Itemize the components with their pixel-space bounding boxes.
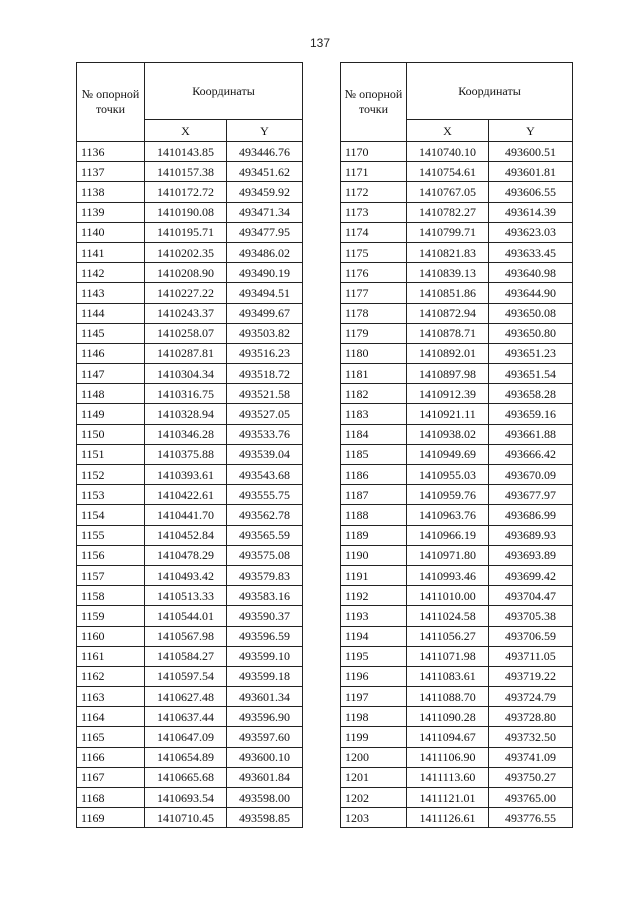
y-coordinate-cell: 493693.89	[489, 545, 573, 565]
x-coordinate-cell: 1410195.71	[145, 222, 227, 242]
table-row	[77, 384, 303, 404]
table-row	[77, 727, 303, 747]
x-coordinate-cell: 1410966.19	[407, 525, 489, 545]
x-coordinate-cell: 1410821.83	[407, 242, 489, 262]
table-row	[341, 485, 573, 505]
x-coordinate-cell: 1410304.34	[145, 364, 227, 384]
table-row	[341, 808, 573, 828]
x-coordinate-cell: 1410157.38	[145, 162, 227, 182]
table-row	[77, 586, 303, 606]
x-coordinate-cell: 1410878.71	[407, 323, 489, 343]
point-number-cell: 1177	[341, 283, 407, 303]
y-coordinate-cell: 493704.47	[489, 586, 573, 606]
x-coordinate-cell: 1411010.00	[407, 586, 489, 606]
x-coordinate-cell: 1410375.88	[145, 444, 227, 464]
x-coordinate-cell: 1411083.61	[407, 666, 489, 686]
x-coordinate-cell: 1411056.27	[407, 626, 489, 646]
point-number-cell: 1165	[77, 727, 145, 747]
table-row	[341, 586, 573, 606]
point-number-header: № опорной точки	[77, 63, 145, 142]
y-coordinate-cell: 493598.00	[227, 788, 303, 808]
table-row	[77, 666, 303, 686]
table-row	[77, 565, 303, 585]
table-row	[341, 707, 573, 727]
point-number-cell: 1198	[341, 707, 407, 727]
y-coordinate-cell: 493486.02	[227, 242, 303, 262]
x-coordinate-cell: 1410993.46	[407, 565, 489, 585]
point-number-cell: 1197	[341, 687, 407, 707]
point-number-cell: 1153	[77, 485, 145, 505]
y-coordinate-cell: 493451.62	[227, 162, 303, 182]
y-coordinate-cell: 493446.76	[227, 142, 303, 162]
y-coordinate-cell: 493706.59	[489, 626, 573, 646]
x-header: X	[407, 120, 489, 142]
y-coordinate-cell: 493539.04	[227, 444, 303, 464]
table-row	[77, 545, 303, 565]
table-row	[341, 364, 573, 384]
point-number-cell: 1170	[341, 142, 407, 162]
point-number-cell: 1160	[77, 626, 145, 646]
table-row	[341, 323, 573, 343]
table-row	[341, 545, 573, 565]
y-coordinate-cell: 493776.55	[489, 808, 573, 828]
table-row	[77, 242, 303, 262]
table-row	[341, 626, 573, 646]
y-coordinate-cell: 493518.72	[227, 364, 303, 384]
table-row	[77, 283, 303, 303]
point-number-cell: 1162	[77, 666, 145, 686]
table-row	[341, 646, 573, 666]
point-number-cell: 1195	[341, 646, 407, 666]
point-number-cell: 1176	[341, 263, 407, 283]
x-coordinate-cell: 1410799.71	[407, 222, 489, 242]
x-coordinate-cell: 1410949.69	[407, 444, 489, 464]
table-row	[341, 606, 573, 626]
x-coordinate-cell: 1410172.72	[145, 182, 227, 202]
point-number-cell: 1159	[77, 606, 145, 626]
y-coordinate-cell: 493724.79	[489, 687, 573, 707]
coordinates-header: Координаты	[145, 63, 303, 120]
x-coordinate-cell: 1411121.01	[407, 788, 489, 808]
point-number-cell: 1187	[341, 485, 407, 505]
table-row	[341, 788, 573, 808]
y-coordinate-cell: 493575.08	[227, 545, 303, 565]
y-coordinate-cell: 493601.81	[489, 162, 573, 182]
point-number-cell: 1191	[341, 565, 407, 585]
point-number-cell: 1192	[341, 586, 407, 606]
table-row	[77, 263, 303, 283]
y-coordinate-cell: 493503.82	[227, 323, 303, 343]
point-number-cell: 1184	[341, 424, 407, 444]
table-row	[77, 182, 303, 202]
point-number-cell: 1161	[77, 646, 145, 666]
table-row	[341, 182, 573, 202]
table-row	[341, 687, 573, 707]
table-row	[341, 202, 573, 222]
page-number: 137	[309, 36, 331, 50]
y-coordinate-cell: 493601.84	[227, 767, 303, 787]
table-row	[77, 404, 303, 424]
table-row	[341, 343, 573, 363]
y-coordinate-cell: 493599.18	[227, 666, 303, 686]
x-coordinate-cell: 1410938.02	[407, 424, 489, 444]
coordinates-header: Координаты	[407, 63, 573, 120]
point-number-cell: 1199	[341, 727, 407, 747]
x-coordinate-cell: 1410478.29	[145, 545, 227, 565]
y-coordinate-cell: 493543.68	[227, 465, 303, 485]
x-coordinate-cell: 1411106.90	[407, 747, 489, 767]
y-header: Y	[227, 120, 303, 142]
y-coordinate-cell: 493741.09	[489, 747, 573, 767]
table-row	[341, 162, 573, 182]
point-number-cell: 1174	[341, 222, 407, 242]
y-coordinate-cell: 493590.37	[227, 606, 303, 626]
table-row	[341, 666, 573, 686]
y-coordinate-cell: 493596.90	[227, 707, 303, 727]
y-coordinate-cell: 493686.99	[489, 505, 573, 525]
point-number-cell: 1201	[341, 767, 407, 787]
y-coordinate-cell: 493661.88	[489, 424, 573, 444]
table-row	[341, 727, 573, 747]
point-number-cell: 1182	[341, 384, 407, 404]
point-number-cell: 1180	[341, 343, 407, 363]
x-coordinate-cell: 1410851.86	[407, 283, 489, 303]
y-coordinate-cell: 493596.59	[227, 626, 303, 646]
table-row	[341, 505, 573, 525]
point-number-cell: 1189	[341, 525, 407, 545]
point-number-cell: 1203	[341, 808, 407, 828]
x-coordinate-cell: 1410243.37	[145, 303, 227, 323]
y-coordinate-cell: 493516.23	[227, 343, 303, 363]
x-coordinate-cell: 1410627.48	[145, 687, 227, 707]
x-coordinate-cell: 1410693.54	[145, 788, 227, 808]
table-row	[77, 303, 303, 323]
y-coordinate-cell: 493689.93	[489, 525, 573, 545]
table-row	[341, 444, 573, 464]
table-row	[341, 242, 573, 262]
point-number-cell: 1193	[341, 606, 407, 626]
table-row	[77, 424, 303, 444]
point-number-cell: 1142	[77, 263, 145, 283]
x-coordinate-cell: 1410208.90	[145, 263, 227, 283]
y-coordinate-cell: 493499.67	[227, 303, 303, 323]
point-number-cell: 1154	[77, 505, 145, 525]
x-coordinate-cell: 1410202.35	[145, 242, 227, 262]
table-row	[77, 465, 303, 485]
y-coordinate-cell: 493659.16	[489, 404, 573, 424]
y-coordinate-cell: 493614.39	[489, 202, 573, 222]
point-number-cell: 1183	[341, 404, 407, 424]
point-number-cell: 1168	[77, 788, 145, 808]
point-number-cell: 1155	[77, 525, 145, 545]
x-coordinate-cell: 1410963.76	[407, 505, 489, 525]
table-row	[341, 565, 573, 585]
x-coordinate-cell: 1410637.44	[145, 707, 227, 727]
point-number-cell: 1167	[77, 767, 145, 787]
y-coordinate-cell: 493644.90	[489, 283, 573, 303]
y-coordinate-cell: 493600.51	[489, 142, 573, 162]
point-number-cell: 1137	[77, 162, 145, 182]
table-row	[77, 202, 303, 222]
point-number-cell: 1158	[77, 586, 145, 606]
point-number-cell: 1186	[341, 465, 407, 485]
point-number-cell: 1140	[77, 222, 145, 242]
table-row	[77, 707, 303, 727]
table-row	[77, 444, 303, 464]
table-row	[341, 384, 573, 404]
x-coordinate-cell: 1410647.09	[145, 727, 227, 747]
y-coordinate-cell: 493719.22	[489, 666, 573, 686]
x-coordinate-cell: 1410328.94	[145, 404, 227, 424]
table-row	[341, 404, 573, 424]
y-coordinate-cell: 493633.45	[489, 242, 573, 262]
y-coordinate-cell: 493732.50	[489, 727, 573, 747]
table-row	[341, 767, 573, 787]
x-coordinate-cell: 1410422.61	[145, 485, 227, 505]
table-row	[77, 606, 303, 626]
x-coordinate-cell: 1410544.01	[145, 606, 227, 626]
y-coordinate-cell: 493471.34	[227, 202, 303, 222]
table-row	[77, 364, 303, 384]
y-coordinate-cell: 493711.05	[489, 646, 573, 666]
x-coordinate-cell: 1410258.07	[145, 323, 227, 343]
table-row	[77, 343, 303, 363]
point-number-cell: 1166	[77, 747, 145, 767]
point-number-cell: 1171	[341, 162, 407, 182]
x-coordinate-cell: 1410654.89	[145, 747, 227, 767]
point-number-cell: 1164	[77, 707, 145, 727]
x-coordinate-cell: 1411113.60	[407, 767, 489, 787]
y-coordinate-cell: 493705.38	[489, 606, 573, 626]
point-number-cell: 1145	[77, 323, 145, 343]
y-coordinate-cell: 493494.51	[227, 283, 303, 303]
point-number-cell: 1138	[77, 182, 145, 202]
y-coordinate-cell: 493533.76	[227, 424, 303, 444]
table-row	[341, 263, 573, 283]
y-coordinate-cell: 493599.10	[227, 646, 303, 666]
point-number-cell: 1156	[77, 545, 145, 565]
point-number-cell: 1178	[341, 303, 407, 323]
y-coordinate-cell: 493651.54	[489, 364, 573, 384]
x-coordinate-cell: 1410597.54	[145, 666, 227, 686]
table-row	[77, 788, 303, 808]
table-row	[77, 747, 303, 767]
x-coordinate-cell: 1410767.05	[407, 182, 489, 202]
x-coordinate-cell: 1410143.85	[145, 142, 227, 162]
y-coordinate-cell: 493606.55	[489, 182, 573, 202]
table-row	[341, 283, 573, 303]
x-coordinate-cell: 1410316.75	[145, 384, 227, 404]
y-coordinate-cell: 493765.00	[489, 788, 573, 808]
x-coordinate-cell: 1410393.61	[145, 465, 227, 485]
point-number-cell: 1194	[341, 626, 407, 646]
table-row	[341, 465, 573, 485]
table-row	[341, 303, 573, 323]
x-coordinate-cell: 1410567.98	[145, 626, 227, 646]
point-number-cell: 1190	[341, 545, 407, 565]
table-row	[77, 162, 303, 182]
x-coordinate-cell: 1410754.61	[407, 162, 489, 182]
x-coordinate-cell: 1410782.27	[407, 202, 489, 222]
table-row	[77, 646, 303, 666]
point-number-cell: 1196	[341, 666, 407, 686]
y-coordinate-cell: 493527.05	[227, 404, 303, 424]
y-coordinate-cell: 493579.83	[227, 565, 303, 585]
y-coordinate-cell: 493623.03	[489, 222, 573, 242]
x-coordinate-cell: 1410287.81	[145, 343, 227, 363]
x-coordinate-cell: 1410227.22	[145, 283, 227, 303]
x-coordinate-cell: 1410955.03	[407, 465, 489, 485]
point-number-cell: 1157	[77, 565, 145, 585]
point-number-cell: 1202	[341, 788, 407, 808]
point-number-cell: 1136	[77, 142, 145, 162]
table-row	[341, 747, 573, 767]
x-coordinate-cell: 1411024.58	[407, 606, 489, 626]
y-coordinate-cell: 493728.80	[489, 707, 573, 727]
x-coordinate-cell: 1410665.68	[145, 767, 227, 787]
y-coordinate-cell: 493562.78	[227, 505, 303, 525]
x-coordinate-cell: 1410513.33	[145, 586, 227, 606]
y-coordinate-cell: 493650.08	[489, 303, 573, 323]
point-number-cell: 1175	[341, 242, 407, 262]
point-number-header: № опорной точки	[341, 63, 407, 142]
table-row	[77, 323, 303, 343]
x-coordinate-cell: 1410740.10	[407, 142, 489, 162]
table-row	[341, 424, 573, 444]
x-coordinate-cell: 1410190.08	[145, 202, 227, 222]
x-coordinate-cell: 1410493.42	[145, 565, 227, 585]
x-coordinate-cell: 1411071.98	[407, 646, 489, 666]
y-coordinate-cell: 493670.09	[489, 465, 573, 485]
y-coordinate-cell: 493555.75	[227, 485, 303, 505]
point-number-cell: 1185	[341, 444, 407, 464]
x-coordinate-cell: 1410584.27	[145, 646, 227, 666]
x-coordinate-cell: 1410892.01	[407, 343, 489, 363]
y-coordinate-cell: 493597.60	[227, 727, 303, 747]
y-coordinate-cell: 493750.27	[489, 767, 573, 787]
x-coordinate-cell: 1411090.28	[407, 707, 489, 727]
x-coordinate-cell: 1410912.39	[407, 384, 489, 404]
point-number-cell: 1146	[77, 343, 145, 363]
table-row	[77, 808, 303, 828]
y-coordinate-cell: 493658.28	[489, 384, 573, 404]
point-number-cell: 1169	[77, 808, 145, 828]
y-coordinate-cell: 493640.98	[489, 263, 573, 283]
point-number-cell: 1147	[77, 364, 145, 384]
point-number-cell: 1149	[77, 404, 145, 424]
point-number-cell: 1143	[77, 283, 145, 303]
y-coordinate-cell: 493699.42	[489, 565, 573, 585]
y-header: Y	[489, 120, 573, 142]
table-row	[341, 222, 573, 242]
x-coordinate-cell: 1410872.94	[407, 303, 489, 323]
point-number-cell: 1172	[341, 182, 407, 202]
y-coordinate-cell: 493459.92	[227, 182, 303, 202]
y-coordinate-cell: 493598.85	[227, 808, 303, 828]
y-coordinate-cell: 493677.97	[489, 485, 573, 505]
point-number-cell: 1141	[77, 242, 145, 262]
y-coordinate-cell: 493650.80	[489, 323, 573, 343]
y-coordinate-cell: 493651.23	[489, 343, 573, 363]
x-coordinate-cell: 1411126.61	[407, 808, 489, 828]
point-number-cell: 1152	[77, 465, 145, 485]
point-number-cell: 1173	[341, 202, 407, 222]
point-number-cell: 1150	[77, 424, 145, 444]
table-row	[77, 485, 303, 505]
y-coordinate-cell: 493600.10	[227, 747, 303, 767]
y-coordinate-cell: 493601.34	[227, 687, 303, 707]
x-coordinate-cell: 1410441.70	[145, 505, 227, 525]
point-number-cell: 1179	[341, 323, 407, 343]
y-coordinate-cell: 493666.42	[489, 444, 573, 464]
table-row	[77, 687, 303, 707]
x-header: X	[145, 120, 227, 142]
coordinates-table-right	[340, 62, 573, 828]
y-coordinate-cell: 493490.19	[227, 263, 303, 283]
point-number-cell: 1144	[77, 303, 145, 323]
point-number-cell: 1181	[341, 364, 407, 384]
y-coordinate-cell: 493477.95	[227, 222, 303, 242]
table-row	[341, 525, 573, 545]
point-number-cell: 1188	[341, 505, 407, 525]
point-number-cell: 1200	[341, 747, 407, 767]
point-number-cell: 1163	[77, 687, 145, 707]
table-row	[77, 505, 303, 525]
x-coordinate-cell: 1410959.76	[407, 485, 489, 505]
table-row	[77, 767, 303, 787]
point-number-cell: 1139	[77, 202, 145, 222]
coordinates-table-left	[76, 62, 303, 828]
x-coordinate-cell: 1410971.80	[407, 545, 489, 565]
x-coordinate-cell: 1410710.45	[145, 808, 227, 828]
x-coordinate-cell: 1410921.11	[407, 404, 489, 424]
x-coordinate-cell: 1410452.84	[145, 525, 227, 545]
x-coordinate-cell: 1411094.67	[407, 727, 489, 747]
y-coordinate-cell: 493565.59	[227, 525, 303, 545]
x-coordinate-cell: 1410839.13	[407, 263, 489, 283]
table-row	[77, 626, 303, 646]
table-row	[77, 142, 303, 162]
x-coordinate-cell: 1410897.98	[407, 364, 489, 384]
x-coordinate-cell: 1411088.70	[407, 687, 489, 707]
table-row	[341, 142, 573, 162]
table-row	[77, 222, 303, 242]
x-coordinate-cell: 1410346.28	[145, 424, 227, 444]
table-row	[77, 525, 303, 545]
point-number-cell: 1151	[77, 444, 145, 464]
y-coordinate-cell: 493583.16	[227, 586, 303, 606]
point-number-cell: 1148	[77, 384, 145, 404]
y-coordinate-cell: 493521.58	[227, 384, 303, 404]
